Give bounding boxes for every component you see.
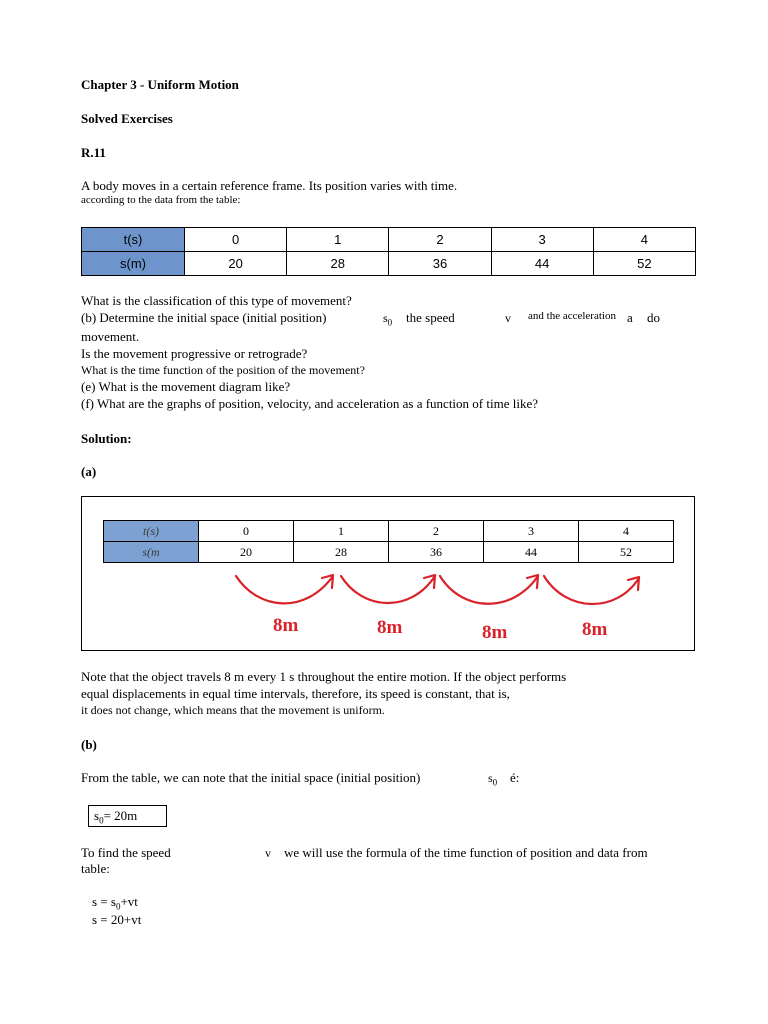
arrow-curve-icon [341,576,435,603]
question-b-line2: movement. [81,329,140,344]
speed-text-3: table: [81,861,110,876]
s-value: 20 [199,542,294,563]
b-text: From the table, we can note that the initial space (initial position) [81,770,421,785]
exercise-id: R.11 [81,145,106,160]
question-b-prefix: (b) Determine the initial space (initial position) [81,310,327,325]
t-value: 3 [484,521,579,542]
intro-line-1: A body moves in a certain reference frame. Its position varies with time. [81,178,458,193]
displacement-label: 8m [582,619,608,640]
question-b-v: v [505,311,511,325]
t-value: 4 [593,228,695,252]
formula-2: s = 20+vt [92,912,142,927]
arrow-curve-icon [236,576,333,603]
s-value: 52 [593,252,695,276]
t-value: 0 [185,228,287,252]
question-b-a: a [627,310,633,325]
chapter-title: Chapter 3 - Uniform Motion [81,77,239,92]
s-value: 52 [579,542,674,563]
solution-heading: Solution: [81,431,132,446]
s-value: 36 [389,542,484,563]
displacement-label: 8m [377,617,403,638]
t-header: t(s) [104,521,199,542]
displacement-label: 8m [273,615,299,636]
t-value: 1 [294,521,389,542]
s-value: 28 [294,542,389,563]
arrow-curve-icon [440,576,538,604]
question-b-do: do [647,310,660,325]
question-c: Is the movement progressive or retrograde? [81,346,308,361]
note-line-3: it does not change, which means that the movement is uniform. [81,703,385,717]
b-s0: $s_0$ [488,771,498,788]
question-d: What is the time function of the position of the movement? [81,363,365,377]
question-b-s0: $s_0$ [383,311,393,328]
formula-1: $s = s_0+vt$ [92,894,138,912]
speed-text-1: To find the speed [81,845,171,860]
t-value: 2 [389,228,491,252]
question-b-accel: and the acceleration [528,310,616,322]
b-e: é: [510,770,520,785]
t-value: 0 [199,521,294,542]
s-value: 20 [185,252,287,276]
t-header: t(s) [82,228,185,252]
arrow-curve-icon [544,576,639,604]
t-value: 3 [491,228,593,252]
question-b-speed: the speed [406,310,455,325]
s-value: 36 [389,252,491,276]
t-value: 4 [579,521,674,542]
intro-line-2: according to the data from the table: [81,194,241,206]
displacement-label: 8m [482,622,508,643]
question-f: (f) What are the graphs of position, velocity, and acceleration as a function of time like? [81,396,538,411]
part-b-label: (b) [81,737,97,752]
initial-position-answer: $s_0= 20m$ [88,805,167,827]
note-line-1: Note that the object travels 8 m every 1 s throughout the entire motion. If the object performs [81,669,567,684]
section-title: Solved Exercises [81,111,173,126]
speed-text-2: we will use the formula of the time function of position and data from [284,845,648,860]
speed-v: v [265,846,271,860]
t-value: 1 [287,228,389,252]
s-value: 44 [491,252,593,276]
s-value: 28 [287,252,389,276]
note-line-2: equal displacements in equal time intervals, therefore, its speed is constant, that is, [81,686,510,701]
s-value: 44 [484,542,579,563]
part-a-label: (a) [81,464,97,479]
question-e: (e) What is the movement diagram like? [81,379,291,394]
question-a: What is the classification of this type of movement? [81,293,352,308]
s-header: s(m [104,542,199,563]
t-value: 2 [389,521,484,542]
s-header: s(m) [82,252,185,276]
